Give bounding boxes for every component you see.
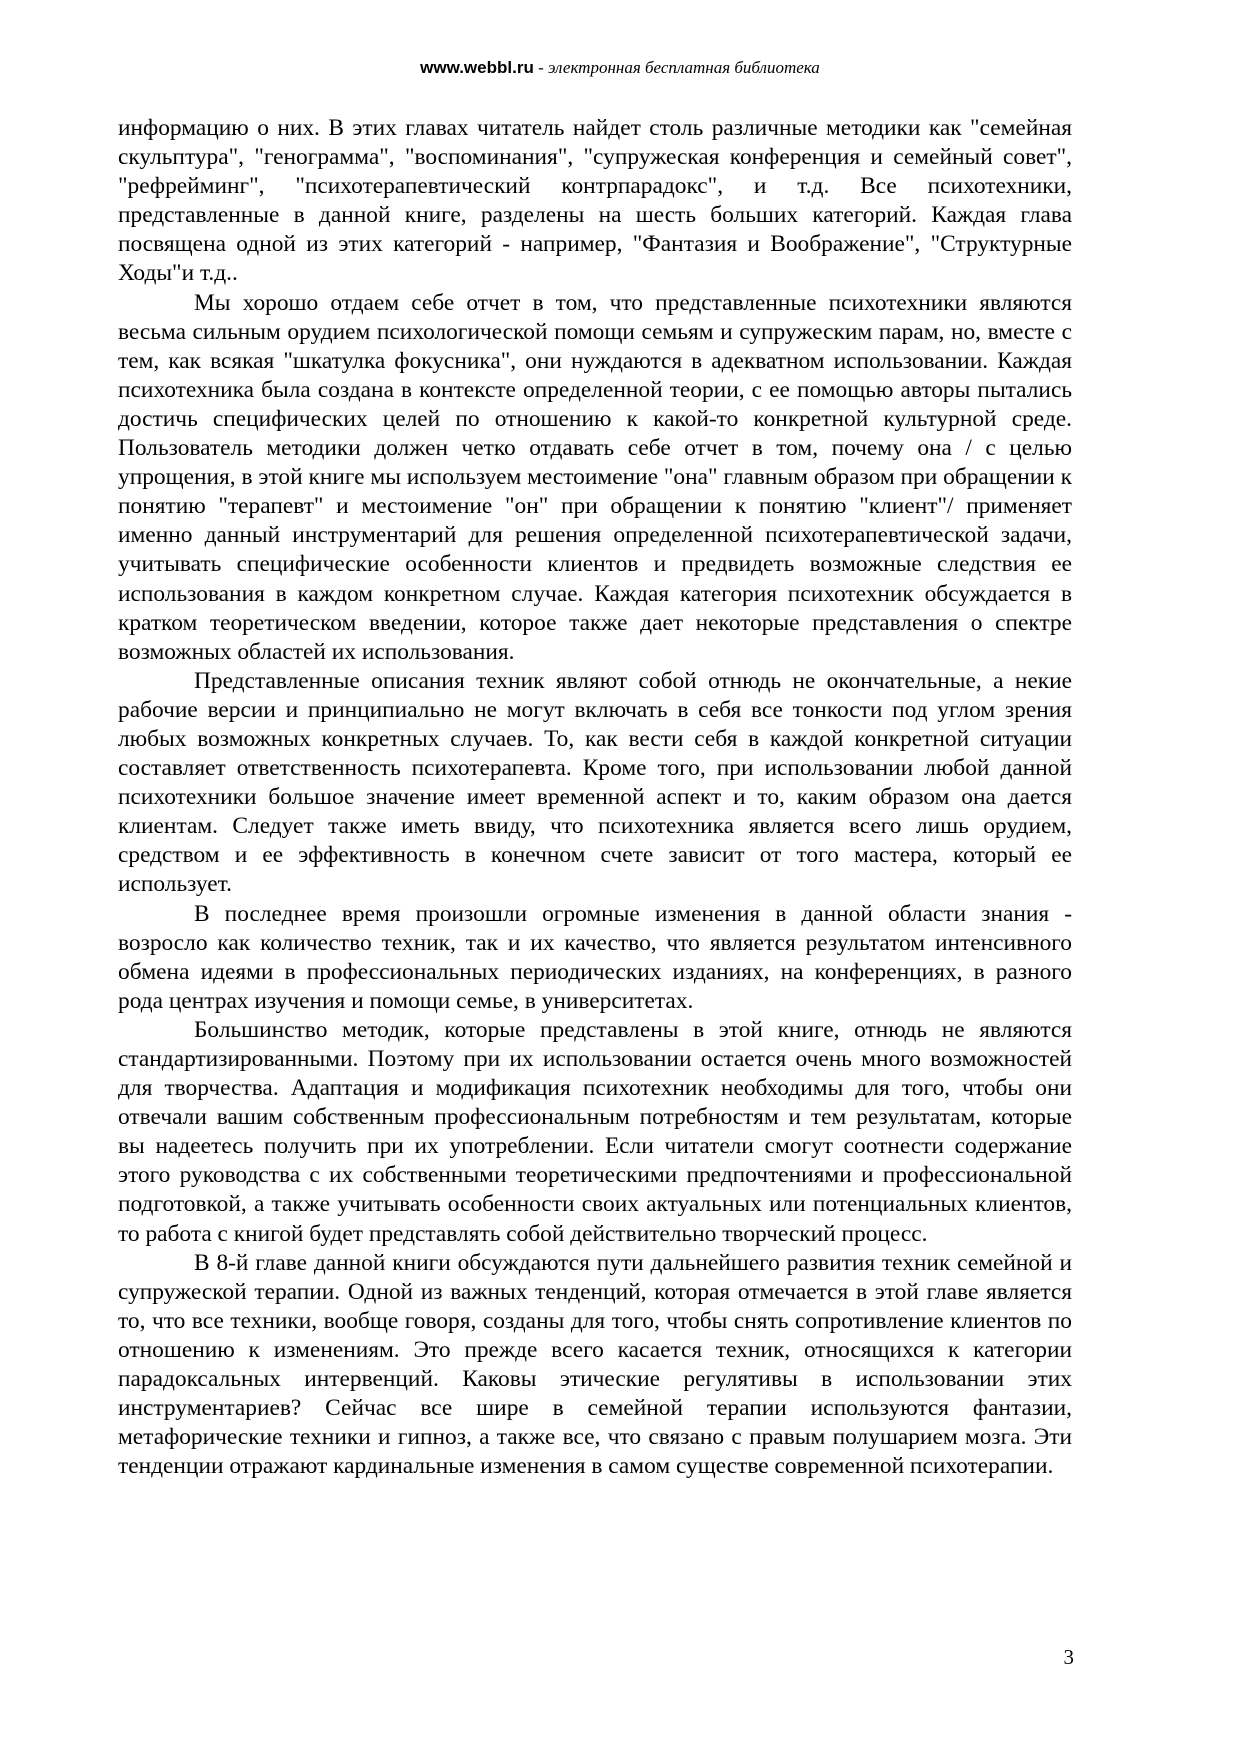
paragraph: Большинство методик, которые представлены в этой книге, отнюдь не являются стандартизированными. Поэтому при их использовании остается очень много возможностей для творчества. Адаптация и модификация психотехник необходимы для того, чтобы они отвечали вашим собственным профессиональным потребностям и тем результатам, которые вы надеетесь получить при их употреблении. Если читатели смогут соотнести содержание этого руководства с их собственными теоретическими предпочтениями и профессиональной подготовкой, а также учитывать особенности своих актуальных или потенциальных клиентов, то работа с книгой будет представлять собой действительно творческий процесс. [118, 1016, 1072, 1247]
paragraph: информацию о них. В этих главах читатель найдет столь различные методики как "семейная скульптура", "генограмма", "воспоминания", "супружеская конференция и семейный совет", "рефрейминг", "психотерапевтический контрпарадокс", и т.д. Все психотехники, представленные в данной книге, разделены на шесть больших категорий. Каждая глава посвящена одной из этих категорий - например, "Фантазия и Воображение", "Структурные Ходы"и т.д.. [118, 115, 1072, 287]
page-header [0, 58, 1240, 78]
paragraph: Мы хорошо отдаем себе отчет в том, что представленные психотехники являются весьма сильным орудием психологической помощи семьям и супружеским парам, но, вместе с тем, как всякая "шкатулка фокусника", они нуждаются в адекватном использовании. Каждая психотехника была создана в контексте определенной теории, с ее помощью авторы пытались достичь специфических целей по отношению к какой-то конкретной культурной среде. Пользователь методики должен четко отдавать себе отчет в том, почему она / с целью упрощения, в этой книге мы используем местоимение "она" главным образом при обращении к понятию "терапевт" и местоимение "он" при обращении к понятию "клиент"/ применяет именно данный инструментарий для решения определенной психотерапевтической задачи, учитывать специфические особенности клиентов и предвидеть возможные следствия ее использования в каждом конкретном случае. Каждая категория психотехник обсуждается в кратком теоретическом введении, которое также дает некоторые представления о спектре возможных областей их использования. [118, 289, 1072, 665]
page-number: 3 [1063, 1645, 1074, 1669]
paragraph: В последнее время произошли огромные изменения в данной области знания - возросло как количество техник, так и их качество, что является результатом интенсивного обмена идеями в профессиональных периодических изданиях, на конференциях, в разного рода центрах изучения и помощи семье, в университетах. [118, 900, 1072, 1014]
paragraph: В 8-й главе данной книги обсуждаются пути дальнейшего развития техник семейной и супружеской терапии. Одной из важных тенденций, которая отмечается в этой главе является то, что все техники, вообще говоря, созданы для того, чтобы снять сопротивление клиентов по отношению к изменениям. Это прежде всего касается техник, относящихся к категории парадоксальных интервенций. Каковы этические регулятивы в использовании этих инструментариев? Сейчас все шире в семейной терапии используются фантазии, метафорические техники и гипноз, а также все, что связано с правым полушарием мозга. Эти тенденции отражают кардинальные изменения в самом существе современной психотерапии. [118, 1249, 1072, 1480]
paragraph: Представленные описания техник являют собой отнюдь не окончательные, а некие рабочие версии и принципиально не могут включать в себя все тонкости под углом зрения любых возможных конкретных случаев. То, как вести себя в каждой конкретной ситуации составляет ответственность психотерапевта. Кроме того, при использовании любой данной психотехники большое значение имеет временной аспект и то, каким образом она дается клиентам. Следует также иметь ввиду, что психотехника является всего лишь орудием, средством и ее эффективность в конечном счете зависит от того мастера, который ее использует. [118, 667, 1072, 898]
document-body [118, 114, 1072, 1481]
site-url: www.webbl.ru [420, 58, 534, 77]
site-tagline: - электронная бесплатная библиотека [533, 58, 820, 77]
